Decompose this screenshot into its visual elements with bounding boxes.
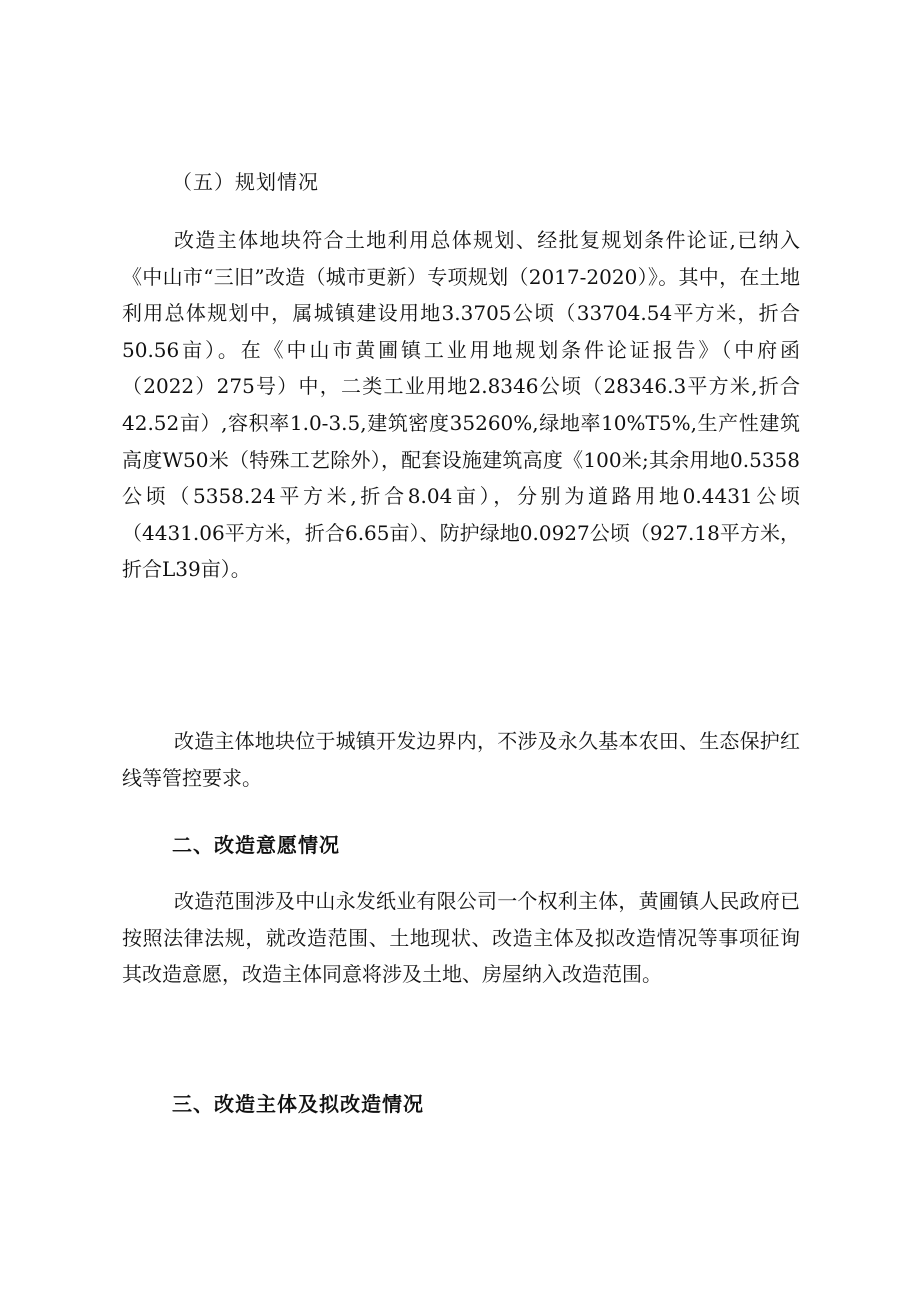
section-heading-subject: 三、改造主体及拟改造情况 [172, 1092, 424, 1116]
paragraph-planning: 改造主体地块符合土地利用总体规划、经批复规划条件论证,已纳入《中山市“三旧”改造（城市更新）专项规划（2017-2020）》。其中，在土地利用总体规划中，属城镇建设用地3.3705公顷（33704.54平方米，折合50.56亩）。在《中山市黄圃镇工业用地规划条件论证报告》（中府函（2022）275号）中，二类工业用地2.8346公顷（28346.3平方米,折合42.52亩）,容积率1.0-3.5,建筑密度35260%,绿地率10%T5%,生产性建筑高度W50米（特殊工艺除外），配套设施建筑高度《100米;其余用地0.5358公顷（5358.24平方米,折合8.04亩），分别为道路用地0.4431公顷（4431.06平方米，折合6.65亩）、防护绿地0.0927公顷（927.18平方米，折合L39亩）。 [122, 228, 800, 582]
paragraph-boundary: 改造主体地块位于城镇开发边界内，不涉及永久基本农田、生态保护红线等管控要求。 [122, 729, 800, 790]
sub-heading-planning: （五）规划情况 [172, 170, 319, 194]
paragraph-willingness: 改造范围涉及中山永发纸业有限公司一个权利主体，黄圃镇人民政府已按照法律法规，就改造范围、土地现状、改造主体及拟改造情况等事项征询其改造意愿，改造主体同意将涉及土地、房屋纳入改造范围。 [122, 889, 800, 987]
section-heading-willingness: 二、改造意愿情况 [172, 833, 340, 857]
